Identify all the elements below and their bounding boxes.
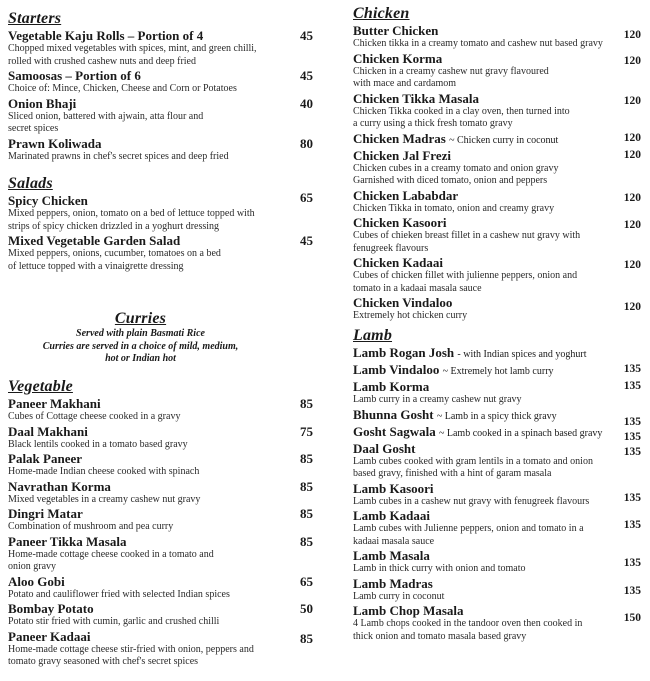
item-description: Chicken Tikka in tomato, onion and creamy gravy (353, 202, 555, 214)
section-title-chicken: Chicken (353, 5, 410, 22)
item-price: 85 (300, 396, 313, 411)
item-price: 65 (300, 573, 313, 589)
menu-item (8, 423, 313, 452)
item-inline-description: ~ Chicken curry in coconut (449, 134, 559, 146)
item-description: Home-made cottage cheese stir-fried with onion, peppers and tomato gravy seasoned with chef's secret spices (8, 643, 254, 667)
menu-item (8, 68, 313, 96)
menu-item (8, 233, 313, 273)
item-inline-description: ~ Lamb cooked in a spinach based gravy (438, 427, 603, 439)
item-name (353, 407, 638, 424)
menu-item (353, 147, 641, 188)
item-description: Lamb curry in coconut (353, 590, 445, 602)
item-name-text: Lamb Rogan Josh (353, 345, 455, 360)
item-price: 150 (623, 612, 641, 624)
item-name: Paneer Makhani (8, 396, 101, 411)
item-description: Lamb cubes cooked with gram lentils in a tomato and onion based gravy, finished with a hint of garam masala (353, 455, 593, 479)
item-price: 120 (623, 191, 641, 204)
menu-item (353, 90, 641, 131)
salads-section (8, 175, 313, 273)
item-name: Paneer Tikka Masala (8, 533, 127, 549)
item-description: Lamb in thick curry with onion and tomato (353, 563, 526, 574)
menu-item (8, 396, 313, 424)
item-price: 45 (300, 233, 313, 248)
menu-item (8, 95, 313, 136)
item-price: 120 (623, 54, 641, 67)
curries-note-line: Served with plain Basmati Rice (76, 328, 205, 339)
item-price: 40 (300, 95, 313, 111)
item-price: 120 (623, 29, 641, 41)
item-description: Chicken cubes in a creamy tomato and onion gravy Garnished with diced tomato, onion and peppers (353, 162, 559, 186)
item-name: Daal Makhani (8, 423, 88, 439)
item-description: Cubes of chieken breast fillet in a cashew nut gravy with fenugreek flavours (353, 230, 581, 254)
item-price: 85 (300, 451, 313, 466)
section-title-vegetable: Vegetable (8, 378, 73, 395)
item-name (353, 424, 638, 441)
menu-item (353, 480, 641, 509)
item-name: Chicken Vindaloo (353, 295, 453, 310)
item-name: Lamb Madras (353, 575, 433, 591)
menu-item (353, 423, 641, 443)
item-price: 50 (300, 601, 313, 616)
menu-item (353, 406, 641, 428)
curries-note-line: Curries are served in a choice of mild, medium, (42, 340, 239, 352)
item-name: Lamb Masala (353, 548, 430, 563)
item-name: Bombay Potato (8, 601, 94, 616)
item-name: Onion Bhaji (8, 95, 77, 111)
menu-item (8, 135, 313, 164)
item-price: 135 (623, 363, 641, 375)
item-name: Aloo Gobi (8, 573, 65, 589)
item-price: 120 (623, 131, 641, 144)
item-price: 135 (623, 519, 641, 531)
item-price: 45 (300, 28, 313, 43)
vegetable-section (8, 378, 313, 669)
item-price: 135 (623, 415, 641, 428)
item-description: Sliced onion, battered with ajwain, atta flour and secret spices (8, 110, 204, 134)
item-name: Chicken Korma (353, 50, 443, 66)
item-description: Cubes of chicken fillet with julienne peppers, onion and tomato in a kadaai masala sauce (353, 270, 578, 294)
item-description: Cubes of Cottage cheese cooked in a gravy (8, 411, 181, 422)
menu-item (8, 533, 313, 574)
menu-item (8, 28, 313, 68)
menu-item (353, 508, 641, 548)
item-price: 85 (300, 478, 313, 494)
item-description: 4 Lamb chops cooked in the tandoor oven then cooked in thick onion and tomato masala based gravy (353, 618, 583, 642)
item-price: 45 (300, 68, 313, 83)
menu-item (353, 215, 641, 255)
item-price: 80 (300, 135, 313, 151)
menu-item (353, 440, 641, 481)
item-price: 120 (623, 148, 641, 161)
item-name: Dingri Matar (8, 506, 83, 521)
item-name: Lamb Kadaai (353, 508, 430, 523)
item-name: Lamb Chop Masala (353, 603, 464, 618)
menu-item (8, 478, 313, 507)
item-name: Lamb Korma (353, 379, 430, 394)
item-name: Mixed Vegetable Garden Salad (8, 233, 181, 248)
item-price: 85 (300, 630, 313, 646)
item-price: 85 (300, 533, 313, 549)
item-name: Palak Paneer (8, 451, 83, 466)
menu-item (353, 187, 641, 216)
item-price: 120 (623, 94, 641, 107)
item-description: Home-made cottage cheese cooked in a tomato and onion gravy (8, 548, 214, 572)
item-description: Lamb cubes in a cashew nut gravy with fenugreek flavours (353, 495, 590, 507)
item-name: Chicken Jal Frezi (353, 147, 451, 163)
menu-item (353, 345, 638, 362)
item-name: Chicken Kasoori (353, 215, 447, 230)
item-name (353, 345, 638, 362)
item-price: 135 (623, 491, 641, 504)
menu-item (353, 130, 641, 148)
item-description: Marinated prawns in chef's secret spices and deep fried (8, 150, 229, 162)
item-name: Chicken Lababdar (353, 187, 459, 203)
item-name-text: Gosht Sagwala (353, 423, 436, 439)
item-price: 135 (623, 445, 641, 458)
item-description: Potato and cauliflower fried with selected Indian spices (8, 588, 230, 600)
item-price: 135 (623, 584, 641, 597)
item-description: Mixed peppers, onion, tomato on a bed of lettuce topped with strips of spicy chicken drizzled in a yoghurt dressing (8, 208, 255, 232)
item-description: Potato stir fried with cumin, garlic and crushed chilli (8, 616, 220, 627)
item-name: Daal Gosht (353, 440, 416, 456)
item-name (353, 131, 638, 148)
item-name: Chicken Tikka Masala (353, 90, 479, 106)
item-name: Samoosas – Portion of 6 (8, 68, 141, 83)
section-title-lamb: Lamb (353, 327, 393, 344)
menu-item (353, 255, 641, 295)
item-price: 135 (623, 557, 641, 569)
item-name: Prawn Koliwada (8, 135, 102, 151)
item-price: 135 (623, 380, 641, 392)
menu-item (353, 575, 641, 604)
item-price: 65 (300, 190, 313, 205)
curries-header (8, 310, 273, 366)
item-description: Black lentils cooked in a tomato based gravy (8, 438, 188, 450)
menu-item (8, 190, 313, 233)
item-description: Chopped mixed vegetables with spices, mint, and green chilli, rolled with crushed cashew nuts and deep fried (8, 43, 257, 67)
item-name: Navrathan Korma (8, 478, 111, 494)
menu-item (8, 451, 313, 479)
item-name: Paneer Kadaai (8, 628, 91, 644)
chicken-section (353, 5, 641, 323)
item-name: Vegetable Kaju Rolls – Portion of 4 (8, 28, 204, 43)
item-description: Mixed vegetables in a creamy cashew nut gravy (8, 493, 201, 505)
starters-section (8, 10, 313, 163)
item-name-text: Bhunna Gosht (353, 406, 434, 422)
item-description: Chicken in a creamy cashew nut gravy flavoured with mace and cardamom (353, 65, 549, 89)
item-description: Mixed peppers, onions, cucumber, tomatoes on a bed of lettuce topped with a vinaigrette dressing (8, 248, 221, 272)
menu-item (353, 603, 641, 643)
menu-item (353, 362, 641, 379)
section-title-starters: Starters (8, 10, 62, 27)
section-title-curries: Curries (114, 310, 167, 327)
menu-item (353, 295, 641, 323)
curries-note-line: hot or Indian hot (105, 353, 176, 364)
item-inline-description: ~ Extremely hot lamb curry (442, 366, 554, 377)
item-name: Spicy Chicken (8, 193, 88, 208)
item-name (353, 362, 638, 379)
item-inline-description: - with Indian spices and yoghurt (457, 349, 587, 360)
section-title-salads: Salads (8, 175, 53, 192)
menu-item (353, 548, 641, 576)
item-name: Lamb Kasoori (353, 480, 434, 496)
item-description: Extremely hot chicken curry (353, 310, 468, 321)
item-description: Home-made Indian cheese cooked with spinach (8, 466, 200, 477)
item-description: Choice of: Mince, Chicken, Cheese and Corn or Potatoes (8, 83, 237, 94)
menu-item (8, 506, 313, 534)
item-price: 120 (623, 259, 641, 271)
menu-item (353, 379, 641, 407)
item-price: 85 (300, 506, 313, 521)
item-name-text: Lamb Vindaloo (353, 362, 440, 377)
item-description: Lamb cubes with Julienne peppers, onion and tomato in a kadaai masala sauce (353, 523, 584, 547)
item-description: Lamb curry in a creamy cashew nut gravy (353, 394, 522, 405)
item-description: Combination of mushroom and pea curry (8, 521, 174, 532)
item-price: 135 (623, 430, 641, 443)
item-name-text: Chicken Madras (353, 130, 446, 146)
item-name: Chicken Kadaai (353, 255, 443, 270)
item-inline-description: ~ Lamb in a spicy thick gravy (436, 410, 557, 422)
menu-item (8, 601, 313, 629)
item-price: 75 (300, 423, 313, 439)
item-description: Chicken tikka in a creamy tomato and cashew nut based gravy (353, 38, 603, 49)
menu-item (353, 50, 641, 91)
menu-item (8, 573, 313, 602)
lamb-section (353, 327, 641, 643)
item-price: 120 (623, 301, 641, 313)
menu-item (353, 23, 641, 51)
item-price: 120 (623, 219, 641, 231)
item-description: Chicken Tikka cooked in a clay oven, then turned into a curry using a thick fresh tomato gravy (353, 105, 570, 129)
menu-item (8, 628, 313, 669)
item-name: Butter Chicken (353, 23, 439, 38)
